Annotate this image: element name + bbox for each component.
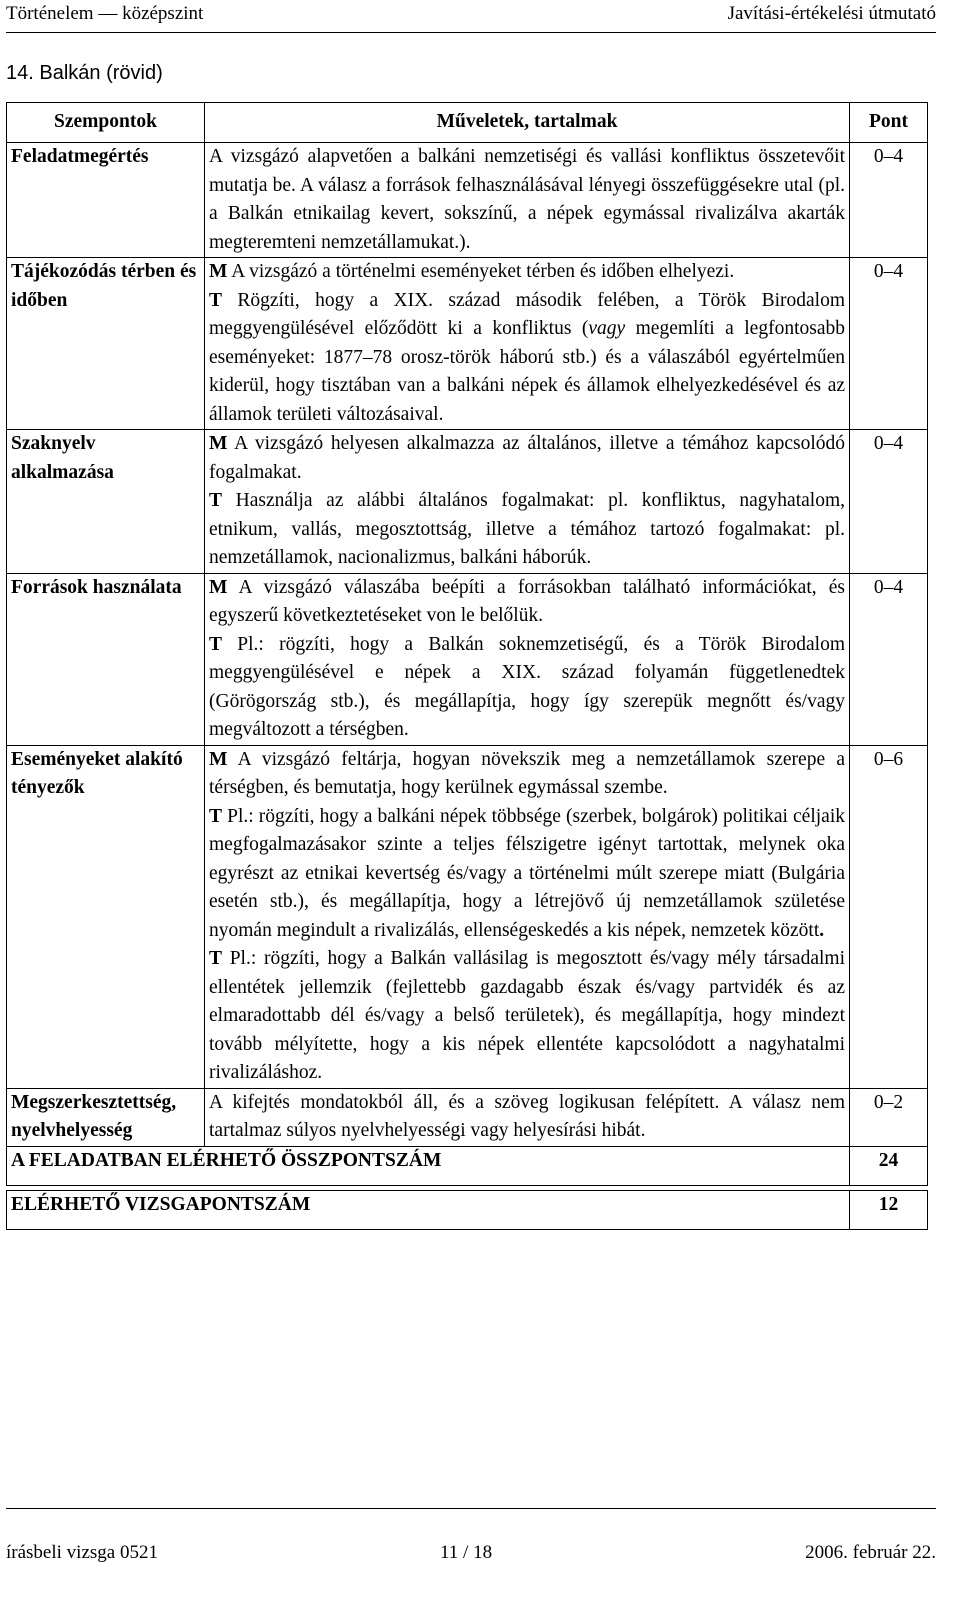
m-marker: M <box>209 433 228 454</box>
footer-rule <box>6 1508 936 1509</box>
total-task-label: A FELADATBAN ELÉRHETŐ ÖSSZPONTSZÁM <box>7 1146 850 1185</box>
typical-answer <box>209 631 845 745</box>
total-task-points: 24 <box>850 1146 928 1185</box>
table-row <box>7 1088 928 1146</box>
typical-answer <box>209 287 845 430</box>
table-row <box>7 745 928 1088</box>
points-cell: 0–6 <box>850 745 928 1088</box>
m-marker: M <box>209 748 228 770</box>
m-marker: M <box>209 576 228 598</box>
table-row <box>7 430 928 574</box>
header-rule <box>6 32 936 33</box>
typical-answer <box>209 945 845 1088</box>
task-title: 14. Balkán (rövid) <box>6 62 163 84</box>
typical-answer <box>209 803 845 946</box>
aspect-cell: Megszerkesztettség, nyelvhelyesség <box>7 1088 205 1146</box>
t-marker: T <box>209 633 223 655</box>
header-subject: Történelem — középszint <box>6 3 204 24</box>
content-cell <box>205 258 850 430</box>
m-text: A vizsgázó válaszába beépíti a forrásokban található információkat, és egyszerű következtetéseket von le belőlük. <box>209 576 845 626</box>
col-header-aspects: Szempontok <box>7 103 205 143</box>
points-cell: 0–4 <box>850 430 928 574</box>
aspect-cell: Tájékozódás térben és időben <box>7 258 205 430</box>
t-italic: vagy <box>588 318 626 339</box>
points-cell: 0–4 <box>850 573 928 745</box>
table-header-row <box>7 103 928 143</box>
header-doc-type: Javítási-értékelési útmutató <box>727 3 936 24</box>
m-text: A vizsgázó helyesen alkalmazza az általános, illetve a témához kapcsolódó fogalmakat. <box>209 433 845 483</box>
aspect-cell: Eseményeket alakító tényezők <box>7 745 205 1088</box>
footer-page-number: 11 / 18 <box>440 1542 493 1563</box>
aspect-cell: Feladatmegértés <box>7 143 205 258</box>
minimum-requirement <box>209 430 845 487</box>
total-task-row <box>7 1146 928 1185</box>
t-text: Használja az alábbi általános fogalmakat: pl. konfliktus, nagyhatalom, etnikum, vallás, megosztottság, illetve a témához tartozó fogalmakat: pl. nemzetállamok, nacionalizmus, balkáni háborúk. <box>209 490 845 568</box>
minimum-requirement <box>209 574 845 631</box>
t-text: Pl.: rögzíti, hogy a Balkán soknemzetiségű, és a Török Birodalom meggyengülésével e népek a XIX. század folyamán függetlenedtek (Görögország stb.), és megállapítja, hogy így szerepük megnőtt és/vagy megváltozott a térségben. <box>209 633 845 740</box>
col-header-operations: Műveletek, tartalmak <box>205 103 850 143</box>
t-marker: T <box>209 289 223 311</box>
t-marker: T <box>209 948 223 969</box>
total-exam-label: ELÉRHETŐ VIZSGAPONTSZÁM <box>7 1190 850 1229</box>
footer-exam-code: írásbeli vizsga 0521 <box>6 1542 158 1563</box>
col-header-points: Pont <box>850 103 928 143</box>
aspect-cell: Szaknyelv alkalmazása <box>7 430 205 574</box>
footer-date: 2006. február 22. <box>805 1542 936 1563</box>
scoring-table <box>6 102 928 1230</box>
aspect-cell: Források használata <box>7 573 205 745</box>
content-cell <box>205 745 850 1088</box>
points-cell: 0–4 <box>850 143 928 258</box>
content-cell <box>205 430 850 574</box>
typical-answer <box>209 487 845 573</box>
t-text: megemlíti a legfontosabb eseményeket: 1877–78 orosz-török háború stb.) és a válaszából egyértelműen kiderül, hogy tisztában van a balkáni népek és államok elhelyezkedésével és az államok területi változásaival. <box>209 318 845 425</box>
t-end-period: . <box>819 919 825 941</box>
total-exam-points: 12 <box>850 1190 928 1229</box>
t-text: Pl.: rögzíti, hogy a balkáni népek többsége (szerbek, bolgárok) politikai céljaik megfogalmazásakor szinte a teljes félszigetre igényt tartottak, melynek oka egyrészt az etnikai kevertség és/vagy a történelmi múlt szerepe miatt (Bulgária esetén stb.), és megállapítja, hogy a létrejövő új nemzetállamok születése nyomán megindult a rivalizálás, ellenségeskedés a kis népek, nemzetek között <box>209 805 845 941</box>
total-exam-row <box>7 1190 928 1229</box>
minimum-requirement <box>209 258 845 287</box>
points-cell: 0–2 <box>850 1088 928 1146</box>
points-cell: 0–4 <box>850 258 928 430</box>
m-text: A vizsgázó feltárja, hogyan növekszik meg a nemzetállamok szerepe a térségben, és bemutatja, hogy kerülnek egymással szembe. <box>209 748 845 798</box>
content-cell: A kifejtés mondatokból áll, és a szöveg logikusan felépített. A válasz nem tartalmaz súlyos nyelvhelyességi vagy helyesírási hibát. <box>205 1088 850 1146</box>
content-cell <box>205 573 850 745</box>
table-row <box>7 573 928 745</box>
minimum-requirement <box>209 746 845 803</box>
table-row <box>7 258 928 430</box>
t-marker: T <box>209 805 223 827</box>
t-text: Pl.: rögzíti, hogy a Balkán vallásilag is megosztott és/vagy mély társadalmi ellentétek jellemzik (fejlettebb gazdagabb észak és/vagy partvidék és az elmaradottabb dél és/vagy a belső területek), és megállapítja, hogy mindezt tovább mélyítette, hogy a kis népek ellentéte kapcsolódott a nagyhatalmi rivalizáláshoz. <box>209 948 845 1083</box>
m-marker: M <box>209 261 228 282</box>
page-header <box>0 0 960 34</box>
t-text: Rögzíti, hogy a XIX. század második felében, a Török Birodalom meggyengülésével előződött ki a konfliktus ( <box>209 289 845 339</box>
t-marker: T <box>209 490 223 511</box>
m-text: A vizsgázó a történelmi eseményeket térben és időben elhelyezi. <box>227 261 735 282</box>
table-row <box>7 143 928 258</box>
content-cell: A vizsgázó alapvetően a balkáni nemzetiségi és vallási konfliktus összetevőit mutatja be. A válasz a források felhasználásával lényegi összefüggésekre utal (pl. a Balkán etnikailag kevert, sokszínű, a népek egymással rivalizálva akarták megteremteni nemzetállamukat.). <box>205 143 850 258</box>
